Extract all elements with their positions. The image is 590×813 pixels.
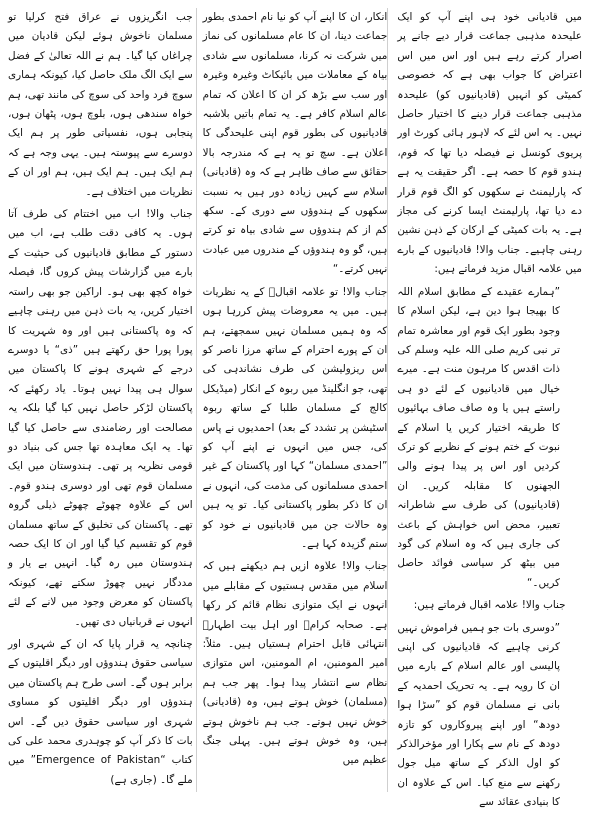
column-left	[8, 8, 193, 794]
paragraph: جب انگریزوں نے عراق فتح کرلیا تو مسلمان ناخوش ہوئے لیکن قادیان میں چراغاں کیا گیا۔ ہم نے اللہ تعالیٰ کے فضل سے ایک الگ ملک حاصل کیا، کیونکہ ہماری سوچ فرد واحد کی سوچ کی مانند تھی، ہم خواہ سندھی ہوں، بلوچ ہوں، پٹھان ہوں، پنجابی ہوں، نفسیاتی طور پر ہم ایک دوسرے سے پیوستہ ہیں۔ یہی وجہ ہے کہ ہم ایک ہیں۔ ہم ایک ہیں، ہم اور ان کے نظریات میں اختلاف ہے۔	[7, 11, 193, 198]
paragraph: جناب والا! اب میں اختتام کی طرف آتا ہوں۔ یہ کافی دقت طلب ہے، اب میں دستور کے مطابق قادیانیوں کی حیثیت کے بارے میں گزارشات پیش کروں گا، فیصلہ خواہ کچھ بھی ہو۔ اراکین جو بھی راستہ اختیار کریں، یہ بات ذہن میں رہنی چاہیے کہ وہ پاکستانی ہیں اور وہ شہریت کا پورا پورا حق رکھتے ہیں ”ذی“ یا دوسرے درجے کے شہری ہونے کا پاکستان میں سوال ہی پیدا نہیں ہوتا۔ یاد رکھئے کہ پاکستان لڑکر حاصل نہیں کیا گیا بلکہ یہ مصالحت اور رضامندی سے حاصل کیا گیا تھا۔ یہ ایک معاہدہ تھا جس کی بنیاد دو قومی نظریہ پر تھی۔ ہندوستان میں ایک مسلمان قوم تھی اور دوسری ہندو قوم۔ اس کے علاوہ چھوٹے چھوٹے ذیلی گروہ تھے۔ پاکستان کی تخلیق کے ساتھ مسلمان قوم کو تقسیم کیا گیا اور ان کا ایک حصہ ہندوستان میں رہ گیا۔ انہیں بے یار و مددگار نہیں چھوڑ سکتے تھے، کیونکہ پاکستان کو معرض وجود میں لانے کے لئے انہوں نے قربانیاں دی تھیں۔	[7, 208, 193, 628]
quote-paragraph: ”ہمارے عقیدے کے مطابق اسلام اللہ کا بھیجا ہوا دین ہے، لیکن اسلام کا وجود بطور ایک قوم اور معاشرہ تمام تر نبی کریم صلی اللہ علیہ وسلم کی ذات اقدس کا مرہون منت ہے۔ میرے خیال میں قادیانیوں کے لئے دو ہی راستے ہیں یا وہ صاف صاف بہائیوں کا طریقہ اختیار کریں یا اسلام کے نبوت کے ختم ہونے کے نظریے کو ترک کردیں اور اس پر پیدا ہونے والی الجھنوں کا مقابلہ کریں۔ ان (قادیانیوں) کی طرف سے شاطرانہ تعبیر، محض اس خواہش کے باعث کی جاری ہیں کہ وہ اسلام کی گود میں بیٹھ کر سیاسی فوائد حاصل کریں۔“	[397, 285, 560, 589]
column-divider	[196, 8, 197, 792]
paragraph: چنانچہ یہ قرار پایا کہ ان کے شہری اور سیاسی حقوق ہندوؤں اور دیگر اقلیتوں کے برابر ہوں گے۔ اسی طرح ہم پاکستان میں ہندوؤں اور دیگر اقلیتوں کو مساوی شہری اور سیاسی حقوق دیں گے۔ اس بات کا ذکر آپ کو چوہدری محمد علی کی کتاب “Emergence of Pakistan” میں ملے گا۔ (جاری ہے)	[7, 638, 193, 786]
paragraph: انکار، ان کا اپنے آپ کو نیا نام احمدی بطور جماعت دینا، ان کا عام مسلمانوں کی نماز میں شرکت نہ کرنا، مسلمانوں سے شادی بیاہ کے معاملات میں بائیکاٹ وغیرہ وغیرہ اور سب سے بڑھ کر ان کا اعلان کہ تمام عالم اسلام کافر ہے۔ یہ تمام باتیں بلاشبہ قادیانیوں کی بطور قوم اپنی علیحدگی کا اعلان ہے۔ سچ تو یہ ہے کہ مندرجہ بالا حقائق سے صاف ظاہر ہے کہ وہ (قادیانی) اسلام سے کہیں زیادہ دور ہیں بہ نسبت سکھوں کے ہندوؤں سے دوری کے۔ سکھ کم از کم ہندوؤں سے شادی بیاہ تو کرتے ہیں، گو وہ ہندوؤں کے مندروں میں عبادت نہیں کرتے۔“	[202, 11, 388, 276]
paragraph: جناب والا! تو علامہ اقبالؒ کے یہ نظریات ہیں۔ میں یہ معروضات پیش کررہا ہوں کہ وہ ہمیں مسلمان نہیں سمجھتے، ہم ان کے پورے احترام کے ساتھ مرزا ناصر کو اس ریزولیشن کی طرف نشاندہی کی تھی، جو انگلینڈ میں ربوہ کے انکار (میڈیکل کالج کے مسلمان طلبا کے ساتھ ربوہ اسٹیشن پر تشدد کے بعد) احمدیوں نے پاس کی، جس میں انہوں نے اپنے آپ کو ”احمدی مسلمان“ کہا اور پاکستان کے غیر احمدی مسلمانوں کی مذمت کی، انہوں نے ان کا ذکر بطور پاکستانی کیا۔ تو یہ ہیں وہ حالات جن میں قادیانیوں نے خود کو ستم گزیدہ کہا ہے۔	[202, 285, 388, 550]
quote-paragraph: ”دوسری بات جو ہمیں فراموش نہیں کرنی چاہیے کہ قادیانیوں کی اپنی پالیسی اور عالم اسلام کے بارے میں ان کا رویہ ہے۔ یہ تحریک احمدیہ کے بانی نے مسلمان قوم کو ”سڑا ہوا دودھ“ اور اپنے پیروکاروں کو تازہ دودھ کے نام سے پکارا اور مؤخرالذکر کو اول الذکر کے ساتھ میل جول رکھنے سے منع کیا۔ اس کے علاوہ ان کا بنیادی عقائد سے	[397, 621, 560, 809]
column-divider	[387, 8, 388, 792]
column-middle	[203, 8, 388, 794]
section-heading: جناب والا! علامہ اقبال فرماتے ہیں:	[413, 599, 566, 612]
column-right	[397, 8, 582, 809]
paragraph: میں قادیانی خود ہی اپنے آپ کو ایک علیحدہ مذہبی جماعت قرار دیے جانے پر اصرار کرتے رہے ہیں اور اس میں اس اعتراض کا جواب بھی ہے کہ خصوصی کمیٹی کو انہیں (قادیانیوں کو) علیحدہ مذہبی جماعت قرار دینے کا اختیار حاصل نہیں۔ یہ اس لئے کہ لاہور ہائی کورٹ اور پریوی کونسل نے فیصلہ دیا تھا کہ قوم، ہندو قوم کا حصہ ہے۔ اگر حقیقت یہ ہے کہ پارلیمنٹ نے سکھوں کو الگ قوم قرار دے دیا تھا، پارلیمنٹ ایسا کرنے کی مجاز ہے۔ یہ بات کمیٹی کے ارکان کے ذہن نشین رہنی چاہیے۔ جناب والا! قادیانیوں کے بارے میں علامہ اقبال مزید فرماتے ہیں:	[397, 11, 582, 276]
paragraph: جناب والا! علاوہ ازیں ہم دیکھتے ہیں کہ اسلام میں مقدس ہستیوں کے مقابلے میں انہوں نے ایک متوازی نظام قائم کر رکھا ہے۔ صحابہ کرامؓ اور اہل بیت اطہارؓ انتہائی قابل احترام ہستیاں ہیں۔ مثلاً: امیر المومنین، ام المومنین، اس متوازی نظام سے انتشار پیدا ہوا۔ پھر جب ہم (مسلمان) خوش ہوتے ہیں، وہ (قادیانی) خوش نہیں ہوتے۔ جب ہم ناخوش ہوتے ہیں، وہ خوش ہوتے ہیں۔ پہلی جنگ عظیم میں	[202, 560, 388, 767]
